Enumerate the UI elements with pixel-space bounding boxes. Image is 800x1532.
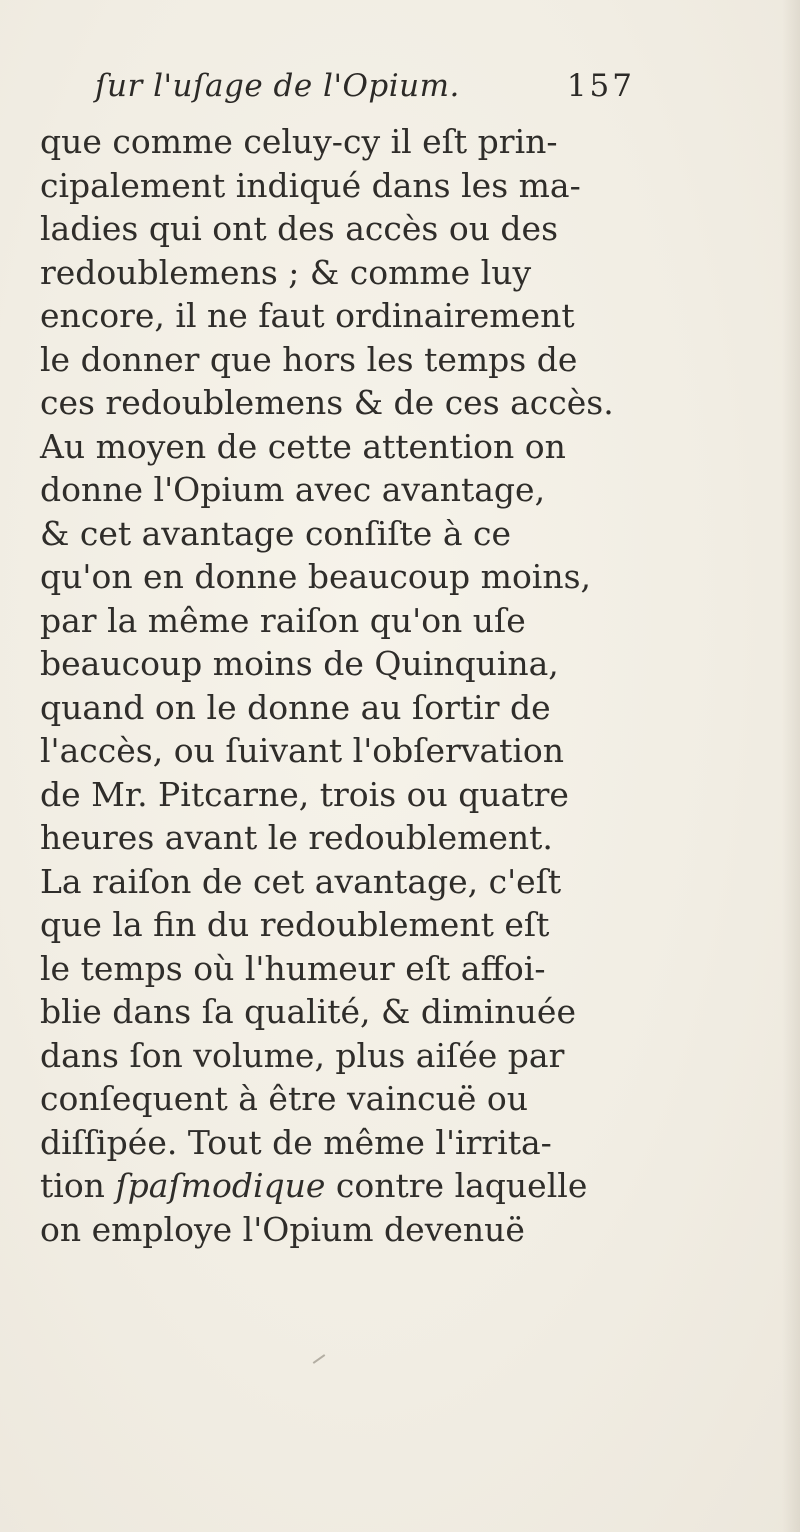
text-line: qu'on en donne beaucoup moins, xyxy=(40,557,592,596)
text-line: diſſipée. Tout de même l'irrita- xyxy=(40,1122,552,1162)
text-line: de Mr. Pitcarne, trois ou quatre xyxy=(40,774,569,814)
text-line: & cet avantage conſiſte à ce xyxy=(40,513,511,553)
text-line: que la fin du redoublement eſt xyxy=(40,905,550,944)
text-line: dans ſon volume, plus aiſée par xyxy=(40,1035,565,1075)
text-line: heures avant le redoublement. xyxy=(40,818,553,857)
text-line: donne l'Opium avec avantage, xyxy=(40,470,546,509)
text-line xyxy=(40,1164,700,1208)
text-line: conſequent à être vaincuë ou xyxy=(40,1079,529,1118)
page-gutter-shadow xyxy=(782,0,800,1532)
text-run: contre laquelle xyxy=(325,1166,588,1205)
page-header xyxy=(95,62,635,114)
text-line: cipalement indiqué dans les ma- xyxy=(40,165,581,205)
text-line: on employe l'Opium devenuë xyxy=(40,1209,525,1249)
italic-word: ſpaſmodique xyxy=(115,1166,326,1205)
text-line: ces redoublemens & de ces accès. xyxy=(40,383,614,422)
text-line: encore, il ne faut ordinairement xyxy=(40,296,575,335)
text-line: beaucoup moins de Quinquina, xyxy=(40,644,559,683)
text-line: l'accès, ou ſuivant l'obſervation xyxy=(40,731,565,770)
text-line: La raiſon de cet avantage, c'eſt xyxy=(40,861,562,901)
running-head: ſur l'uſage de l'Opium. xyxy=(95,68,460,104)
text-line: par la même raiſon qu'on uſe xyxy=(40,600,526,640)
text-line: quand on le donne au ſortir de xyxy=(40,687,551,727)
text-line: redoublemens ; & comme luy xyxy=(40,252,532,292)
text-line: Au moyen de cette attention on xyxy=(40,426,566,466)
text-line: blie dans ſa qualité, & diminuée xyxy=(40,992,576,1031)
text-line: le donner que hors les temps de xyxy=(40,339,578,379)
text-line: que comme celuy-cy il eſt prin- xyxy=(40,122,558,161)
text-line: le temps où l'humeur eſt affoi- xyxy=(40,948,546,988)
body-text xyxy=(40,120,700,1251)
ink-mark xyxy=(313,1354,326,1364)
text-run: tion xyxy=(40,1166,116,1205)
page-number: 157 xyxy=(566,68,635,104)
text-line: ladies qui ont des accès ou des xyxy=(40,209,559,248)
